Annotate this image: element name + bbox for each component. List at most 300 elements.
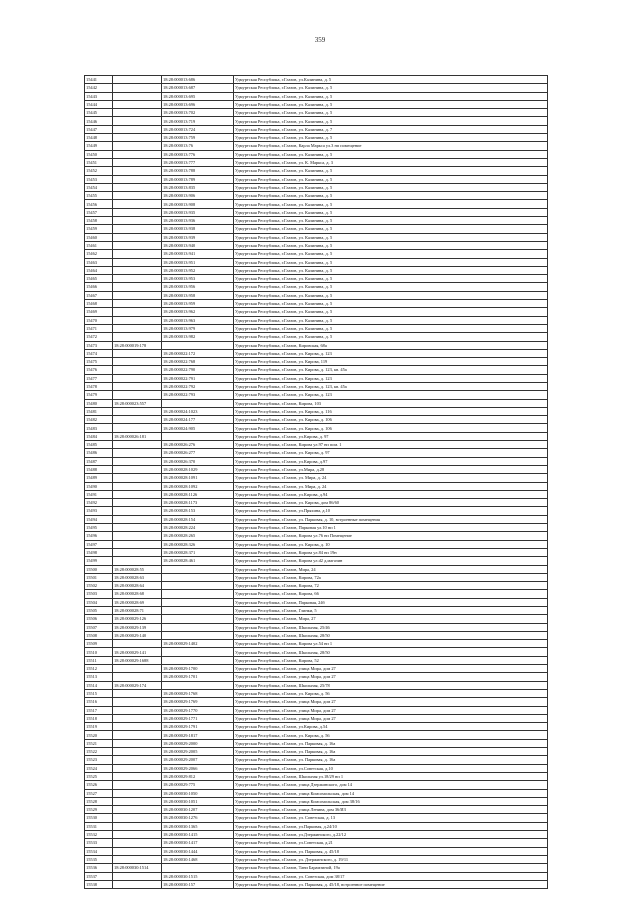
table-row: [85, 233, 548, 241]
table-row: [85, 548, 548, 556]
land-cadastral-number-cell: [113, 880, 162, 888]
table-row: [85, 814, 548, 822]
row-number-cell: 15479: [85, 391, 113, 399]
object-cadastral-number-cell: 18:28:000013:686: [162, 76, 234, 84]
address-cell: Удмуртская Республика, г.Глазов, ул.Советская, д.10: [234, 764, 548, 772]
land-cadastral-number-cell: [113, 382, 162, 390]
address-cell: Удмуртская Республика, г.Глазов, Школьная, 28/50: [234, 648, 548, 656]
table-row: [85, 714, 548, 722]
object-cadastral-number-cell: 18:28:000022:768: [162, 358, 234, 366]
object-cadastral-number-cell: 18:28:000029:2005: [162, 748, 234, 756]
object-cadastral-number-cell: 18:28:000026:277: [162, 449, 234, 457]
row-number-cell: 15523: [85, 756, 113, 764]
land-cadastral-number-cell: [113, 814, 162, 822]
row-number-cell: 15520: [85, 731, 113, 739]
address-cell: Удмуртская Республика, г.Глазов, ул. Калинина, д. 5: [234, 225, 548, 233]
table-row: [85, 831, 548, 839]
object-cadastral-number-cell: [162, 573, 234, 581]
address-cell: Удмуртская Республика, г.Глазов, ул. Парковая, д. 16а: [234, 739, 548, 747]
object-cadastral-number-cell: 18:28:000026:276: [162, 441, 234, 449]
table-row: [85, 100, 548, 108]
table-row: [85, 598, 548, 606]
table-row: [85, 341, 548, 349]
land-cadastral-number-cell: [113, 449, 162, 457]
object-cadastral-number-cell: [162, 681, 234, 689]
row-number-cell: 15517: [85, 706, 113, 714]
land-cadastral-number-cell: 18:28:000019:178: [113, 341, 162, 349]
land-cadastral-number-cell: [113, 416, 162, 424]
address-cell: Удмуртская Республика, г.Глазов, ул. Калинина, д. 5: [234, 84, 548, 92]
row-number-cell: 15531: [85, 822, 113, 830]
table-row: [85, 474, 548, 482]
address-cell: Удмуртская Республика, г.Глазов, улица Комсомольская, дом 38/16: [234, 797, 548, 805]
table-row: [85, 225, 548, 233]
table-row: [85, 109, 548, 117]
row-number-cell: 15528: [85, 797, 113, 805]
row-number-cell: 15475: [85, 358, 113, 366]
land-cadastral-number-cell: 18:28:000028:63: [113, 573, 162, 581]
land-cadastral-number-cell: [113, 100, 162, 108]
object-cadastral-number-cell: [162, 656, 234, 664]
row-number-cell: 15498: [85, 548, 113, 556]
object-cadastral-number-cell: 18:28:000013:956: [162, 283, 234, 291]
object-cadastral-number-cell: 18:28:000022:172: [162, 349, 234, 357]
table-row: [85, 731, 548, 739]
table-row: [85, 748, 548, 756]
land-cadastral-number-cell: 18:28:000028:64: [113, 582, 162, 590]
address-cell: Удмуртская Республика, г.Глазов, Кировская, 68а: [234, 341, 548, 349]
table-row: [85, 76, 548, 84]
table-row: [85, 590, 548, 598]
table-row: [85, 623, 548, 631]
address-cell: Удмуртская Республика, г.Глазов, ул. Калинина, д. 5: [234, 150, 548, 158]
land-cadastral-number-cell: [113, 109, 162, 117]
address-cell: Удмуртская Республика, г.Глазов, ул.Кирова, д. 97: [234, 432, 548, 440]
address-cell: Удмуртская Республика, г.Глазов, ул. Калинина, д. 5: [234, 200, 548, 208]
row-number-cell: 15500: [85, 565, 113, 573]
address-cell: Удмуртская Республика, г.Глазов, ул. Кирова, д. 97: [234, 449, 548, 457]
object-cadastral-number-cell: 18:28:000024:177: [162, 416, 234, 424]
object-cadastral-number-cell: [162, 648, 234, 656]
row-number-cell: 15443: [85, 92, 113, 100]
table-row: [85, 573, 548, 581]
land-cadastral-number-cell: [113, 142, 162, 150]
land-cadastral-number-cell: [113, 756, 162, 764]
row-number-cell: 15454: [85, 183, 113, 191]
address-cell: Удмуртская Республика, г.Глазов, ул.Пряхина, д.10: [234, 507, 548, 515]
object-cadastral-number-cell: 18:28:000013:953: [162, 275, 234, 283]
object-cadastral-number-cell: 18:28:000013:979: [162, 324, 234, 332]
address-cell: Удмуртская Республика, г.Глазов, ул. Калинина, д. 5: [234, 92, 548, 100]
address-cell: Удмуртская Республика, г.Глазов, ул. Кирова, 119: [234, 358, 548, 366]
object-cadastral-number-cell: 18:28:000028:371: [162, 548, 234, 556]
row-number-cell: 15488: [85, 465, 113, 473]
object-cadastral-number-cell: 18:28:000013:982: [162, 333, 234, 341]
address-cell: Удмуртская Республика, г.Глазов, улица Мира, дом 27: [234, 706, 548, 714]
land-cadastral-number-cell: [113, 731, 162, 739]
address-cell: Удмуртская Республика, г.Глазов, Кирова, 103: [234, 399, 548, 407]
address-cell: Удмуртская Республика, г.Глазов, ул. Кирова, д. 123: [234, 391, 548, 399]
object-cadastral-number-cell: 18:28:000013:687: [162, 84, 234, 92]
land-cadastral-number-cell: [113, 474, 162, 482]
table-row: [85, 656, 548, 664]
address-cell: Удмуртская Республика, г.Глазов, ул. Калинина, д. 5: [234, 300, 548, 308]
object-cadastral-number-cell: 18:28:000024:1023: [162, 407, 234, 415]
table-row: [85, 681, 548, 689]
table-row: [85, 648, 548, 656]
land-cadastral-number-cell: [113, 806, 162, 814]
row-number-cell: 15526: [85, 781, 113, 789]
address-cell: Удмуртская Республика, г.Глазов, Кирова, 72а: [234, 573, 548, 581]
object-cadastral-number-cell: 18:28:000013:941: [162, 250, 234, 258]
table-row: [85, 200, 548, 208]
table-row: [85, 208, 548, 216]
row-number-cell: 15456: [85, 200, 113, 208]
row-number-cell: 15537: [85, 872, 113, 880]
object-cadastral-number-cell: 18:28:000013:962: [162, 308, 234, 316]
table-row: [85, 847, 548, 855]
object-cadastral-number-cell: [162, 864, 234, 872]
land-cadastral-number-cell: [113, 482, 162, 490]
row-number-cell: 15452: [85, 167, 113, 175]
address-cell: Удмуртская Республика, г.Глазов, ул.Кирова, д.97: [234, 457, 548, 465]
object-cadastral-number-cell: 18:28:000013:777: [162, 158, 234, 166]
table-row: [85, 308, 548, 316]
page-number: 359: [314, 36, 326, 44]
row-number-cell: 15514: [85, 681, 113, 689]
object-cadastral-number-cell: 18:28:000030:1515: [162, 872, 234, 880]
table-row: [85, 507, 548, 515]
object-cadastral-number-cell: [162, 623, 234, 631]
address-cell: Удмуртская Республика, г.Глазов, ул.Кирова, д.54: [234, 723, 548, 731]
object-cadastral-number-cell: 18:28:000013:908: [162, 200, 234, 208]
address-cell: Удмуртская Республика, г.Глазов, улица Мира, дом 27: [234, 698, 548, 706]
land-cadastral-number-cell: 18:28:000029:174: [113, 681, 162, 689]
object-cadastral-number-cell: 18:28:000013:940: [162, 241, 234, 249]
row-number-cell: 15527: [85, 789, 113, 797]
object-cadastral-number-cell: 18:28:000030:1050: [162, 789, 234, 797]
land-cadastral-number-cell: [113, 789, 162, 797]
land-cadastral-number-cell: [113, 557, 162, 565]
address-cell: Удмуртская Республика, г.Глазов, ул. Кирова, д. 116: [234, 407, 548, 415]
object-cadastral-number-cell: 18:28:000013:789: [162, 175, 234, 183]
land-cadastral-number-cell: [113, 233, 162, 241]
address-cell: Удмуртская Республика, г.Глазов, ул.Калинина, д. 5: [234, 76, 548, 84]
object-cadastral-number-cell: 18:28:000030:1468: [162, 855, 234, 863]
object-cadastral-number-cell: 18:28:000013:938: [162, 225, 234, 233]
row-number-cell: 15444: [85, 100, 113, 108]
object-cadastral-number-cell: [162, 607, 234, 615]
land-cadastral-number-cell: [113, 706, 162, 714]
address-cell: Удмуртская Республика, г.Глазов, Кирова ул.84 нп 19н: [234, 548, 548, 556]
land-cadastral-number-cell: [113, 515, 162, 523]
object-cadastral-number-cell: 18:28:000013:936: [162, 217, 234, 225]
object-cadastral-number-cell: [162, 590, 234, 598]
address-cell: Удмуртская Республика, г.Глазов, ул.Парковая, д.24/10: [234, 822, 548, 830]
land-cadastral-number-cell: [113, 831, 162, 839]
table-row: [85, 275, 548, 283]
address-cell: Удмуртская Республика, г.Глазов, ул. Парковая, д. 45/18: [234, 847, 548, 855]
row-number-cell: 15481: [85, 407, 113, 415]
table-row: [85, 872, 548, 880]
table-row: [85, 142, 548, 150]
table-row: [85, 540, 548, 548]
table-row: [85, 689, 548, 697]
land-cadastral-number-cell: [113, 308, 162, 316]
address-cell: Удмуртская Республика, г.Глазов, ул. Калинина, д. 5: [234, 208, 548, 216]
row-number-cell: 15521: [85, 739, 113, 747]
address-cell: Удмуртская Республика, г.Глазов, ул. Калинина, д. 5: [234, 283, 548, 291]
address-cell: Удмуртская Республика, г.Глазов, Кирова, 52: [234, 656, 548, 664]
row-number-cell: 15525: [85, 772, 113, 780]
row-number-cell: 15509: [85, 640, 113, 648]
land-cadastral-number-cell: [113, 499, 162, 507]
row-number-cell: 15516: [85, 698, 113, 706]
land-cadastral-number-cell: 18:28:000028:69: [113, 598, 162, 606]
address-cell: Удмуртская Республика, г.Глазов, ул. Калинина, д. 5: [234, 258, 548, 266]
table-row: [85, 789, 548, 797]
row-number-cell: 15510: [85, 648, 113, 656]
object-cadastral-number-cell: 18:28:000028:461: [162, 557, 234, 565]
object-cadastral-number-cell: 18:28:000029:2066: [162, 764, 234, 772]
address-cell: Удмуртская Республика, г.Глазов, ул. Кирова, д. 123, кв. 45а: [234, 366, 548, 374]
table-row: [85, 250, 548, 258]
row-number-cell: 15513: [85, 673, 113, 681]
object-cadastral-number-cell: 18:28:000028:224: [162, 524, 234, 532]
land-cadastral-number-cell: [113, 723, 162, 731]
table-row: [85, 615, 548, 623]
table-row: [85, 457, 548, 465]
row-number-cell: 15501: [85, 573, 113, 581]
row-number-cell: 15486: [85, 449, 113, 457]
land-cadastral-number-cell: [113, 524, 162, 532]
address-cell: Удмуртская Республика, г.Глазов, ул. Кирова, д. 10: [234, 540, 548, 548]
address-cell: Удмуртская Республика, г.Глазов, улица Дзержинского, дом 14: [234, 781, 548, 789]
land-cadastral-number-cell: [113, 192, 162, 200]
address-cell: Удмуртская Республика, г.Глазов, Школьная, 25/46: [234, 623, 548, 631]
row-number-cell: 15518: [85, 714, 113, 722]
address-cell: Удмуртская Республика, г.Глазов, Тани Барамзиной, 19а: [234, 864, 548, 872]
address-cell: Удмуртская Республика, г.Глазов, Кирова ул.54 нп 1: [234, 640, 548, 648]
table-row: [85, 241, 548, 249]
land-cadastral-number-cell: 18:28:000023:557: [113, 399, 162, 407]
row-number-cell: 15507: [85, 623, 113, 631]
row-number-cell: 15505: [85, 607, 113, 615]
land-cadastral-number-cell: [113, 665, 162, 673]
table-row: [85, 524, 548, 532]
table-row: [85, 565, 548, 573]
land-cadastral-number-cell: [113, 258, 162, 266]
row-number-cell: 15477: [85, 374, 113, 382]
table-row: [85, 880, 548, 888]
table-row: [85, 665, 548, 673]
table-row: [85, 698, 548, 706]
row-number-cell: 15466: [85, 283, 113, 291]
object-cadastral-number-cell: 18:28:000024:905: [162, 424, 234, 432]
land-cadastral-number-cell: 18:28:000026:181: [113, 432, 162, 440]
row-number-cell: 15476: [85, 366, 113, 374]
address-cell: Удмуртская Республика, г.Глазов, ул. Калинина, д. 5: [234, 100, 548, 108]
row-number-cell: 15457: [85, 208, 113, 216]
land-cadastral-number-cell: [113, 714, 162, 722]
table-row: [85, 407, 548, 415]
registry-table: [84, 75, 548, 889]
object-cadastral-number-cell: [162, 631, 234, 639]
table-row: [85, 515, 548, 523]
object-cadastral-number-cell: [162, 615, 234, 623]
object-cadastral-number-cell: 18:28:000028:265: [162, 532, 234, 540]
row-number-cell: 15530: [85, 814, 113, 822]
object-cadastral-number-cell: 18:28:000013:963: [162, 316, 234, 324]
address-cell: Удмуртская Республика, г.Глазов, Школьная, 25/78: [234, 681, 548, 689]
address-cell: Удмуртская Республика, г.Глазов, ул.Мира, д.28: [234, 465, 548, 473]
address-cell: Удмуртская Республика, г.Глазов, Парковая ул.10 нп 1: [234, 524, 548, 532]
land-cadastral-number-cell: [113, 822, 162, 830]
table-row: [85, 217, 548, 225]
object-cadastral-number-cell: 18:28:000013:724: [162, 125, 234, 133]
table-row: [85, 797, 548, 805]
row-number-cell: 15535: [85, 855, 113, 863]
object-cadastral-number-cell: 18:28:000029:1402: [162, 640, 234, 648]
table-row: [85, 822, 548, 830]
table-row: [85, 449, 548, 457]
object-cadastral-number-cell: [162, 598, 234, 606]
object-cadastral-number-cell: 18:28:000029:1817: [162, 731, 234, 739]
address-cell: Удмуртская Республика, г.Глазов, Кирова ул.d2 д.магазин: [234, 557, 548, 565]
row-number-cell: 15462: [85, 250, 113, 258]
address-cell: Удмуртская Республика, г.Глазов, улица Мира, дом 27: [234, 673, 548, 681]
table-row: [85, 416, 548, 424]
row-number-cell: 15493: [85, 507, 113, 515]
address-cell: Удмуртская Республика, г.Глазов, ул.Советская, д.21: [234, 839, 548, 847]
land-cadastral-number-cell: [113, 134, 162, 142]
table-row: [85, 839, 548, 847]
table-row: [85, 631, 548, 639]
row-number-cell: 15492: [85, 499, 113, 507]
registry-table-body: [85, 76, 548, 889]
table-row: [85, 490, 548, 498]
object-cadastral-number-cell: 18:28:000013:695: [162, 92, 234, 100]
land-cadastral-number-cell: [113, 673, 162, 681]
row-number-cell: 15451: [85, 158, 113, 166]
table-row: [85, 465, 548, 473]
address-cell: Удмуртская Республика, г.Глазов, улица Комсомольская, дом 14: [234, 789, 548, 797]
address-cell: Удмуртская Республика, г.Глазов, ул. Калинина, д. 5: [234, 241, 548, 249]
table-row: [85, 349, 548, 357]
address-cell: Удмуртская Республика, г.Глазов, ул. Дзержинского, д. 19/11: [234, 855, 548, 863]
object-cadastral-number-cell: 18:28:000029:1791: [162, 723, 234, 731]
land-cadastral-number-cell: [113, 407, 162, 415]
land-cadastral-number-cell: [113, 772, 162, 780]
row-number-cell: 15483: [85, 424, 113, 432]
address-cell: Удмуртская Республика, г.Глазов, ул. Парковая, д. 10, встроенные помещения: [234, 515, 548, 523]
row-number-cell: 15463: [85, 258, 113, 266]
row-number-cell: 15538: [85, 880, 113, 888]
land-cadastral-number-cell: [113, 698, 162, 706]
table-row: [85, 183, 548, 191]
row-number-cell: 15461: [85, 241, 113, 249]
row-number-cell: 15519: [85, 723, 113, 731]
object-cadastral-number-cell: [162, 565, 234, 573]
land-cadastral-number-cell: [113, 548, 162, 556]
table-row: [85, 291, 548, 299]
table-row: [85, 855, 548, 863]
table-row: [85, 333, 548, 341]
land-cadastral-number-cell: [113, 532, 162, 540]
object-cadastral-number-cell: 18:28:000013:835: [162, 183, 234, 191]
address-cell: Удмуртская Республика, г.Глазов, Карла Маркса ул.3 нп помещение: [234, 142, 548, 150]
object-cadastral-number-cell: 18:28:000028:154: [162, 515, 234, 523]
object-cadastral-number-cell: 18:28:000029:812: [162, 772, 234, 780]
table-row: [85, 756, 548, 764]
address-cell: Удмуртская Республика, г.Глазов, улица Мира, дом 27: [234, 714, 548, 722]
row-number-cell: 15441: [85, 76, 113, 84]
address-cell: Удмуртская Республика, г.Глазов, ул. Калинина, д. 5: [234, 266, 548, 274]
object-cadastral-number-cell: 18:28:000013:788: [162, 167, 234, 175]
object-cadastral-number-cell: 18:28:000028:1091: [162, 474, 234, 482]
object-cadastral-number-cell: 18:28:000013:935: [162, 208, 234, 216]
land-cadastral-number-cell: [113, 349, 162, 357]
object-cadastral-number-cell: 18:28:000022:792: [162, 382, 234, 390]
land-cadastral-number-cell: [113, 167, 162, 175]
address-cell: Удмуртская Республика, г.Глазов, Парковая, 24б: [234, 598, 548, 606]
land-cadastral-number-cell: 18:28:000029:126: [113, 615, 162, 623]
table-row: [85, 640, 548, 648]
land-cadastral-number-cell: [113, 490, 162, 498]
table-row: [85, 125, 548, 133]
land-cadastral-number-cell: [113, 200, 162, 208]
address-cell: Удмуртская Республика, г.Глазов, ул. Кирова, д. 123: [234, 374, 548, 382]
address-cell: Удмуртская Республика, г.Глазов, ул. Парковая, д. 16а: [234, 756, 548, 764]
address-cell: Удмуртская Республика, г.Глазов, ул. Кирова, д. 123: [234, 349, 548, 357]
row-number-cell: 15529: [85, 806, 113, 814]
address-cell: Удмуртская Республика, г.Глазов, ул. Советская, дом 38/17: [234, 872, 548, 880]
row-number-cell: 15522: [85, 748, 113, 756]
table-row: [85, 358, 548, 366]
row-number-cell: 15442: [85, 84, 113, 92]
object-cadastral-number-cell: [162, 341, 234, 349]
land-cadastral-number-cell: [113, 316, 162, 324]
address-cell: Удмуртская Республика, г.Глазов, ул. Калинина, д. 5: [234, 117, 548, 125]
table-row: [85, 366, 548, 374]
address-cell: Удмуртская Республика, г.Глазов, ул. Калинина, д. 5: [234, 291, 548, 299]
land-cadastral-number-cell: [113, 76, 162, 84]
table-row: [85, 283, 548, 291]
object-cadastral-number-cell: 18:28:000013:719: [162, 117, 234, 125]
row-number-cell: 15460: [85, 233, 113, 241]
address-cell: Удмуртская Республика, г.Глазов, ул. Калинина, д. 5: [234, 217, 548, 225]
object-cadastral-number-cell: 18:28:000028:1029: [162, 465, 234, 473]
address-cell: Удмуртская Республика, г.Глазов, ул. Парковая, д. 16а: [234, 748, 548, 756]
row-number-cell: 15464: [85, 266, 113, 274]
table-row: [85, 557, 548, 565]
row-number-cell: 15484: [85, 432, 113, 440]
address-cell: Удмуртская Республика, г.Глазов, ул. Калинина, д. 5: [234, 109, 548, 117]
address-cell: Удмуртская Республика, г.Глазов, ул.Дзержинского, д.22/12: [234, 831, 548, 839]
address-cell: Удмуртская Республика, г.Глазов, ул. Калинина, д. 5: [234, 333, 548, 341]
address-cell: Удмуртская Республика, г.Глазов, Кирова ул.97 нп пом. 1: [234, 441, 548, 449]
land-cadastral-number-cell: [113, 764, 162, 772]
land-cadastral-number-cell: [113, 872, 162, 880]
row-number-cell: 15502: [85, 582, 113, 590]
row-number-cell: 15470: [85, 316, 113, 324]
row-number-cell: 15450: [85, 150, 113, 158]
row-number-cell: 15469: [85, 308, 113, 316]
object-cadastral-number-cell: 18:28:000013:76: [162, 142, 234, 150]
row-number-cell: 15472: [85, 333, 113, 341]
row-number-cell: 15490: [85, 482, 113, 490]
row-number-cell: 15482: [85, 416, 113, 424]
